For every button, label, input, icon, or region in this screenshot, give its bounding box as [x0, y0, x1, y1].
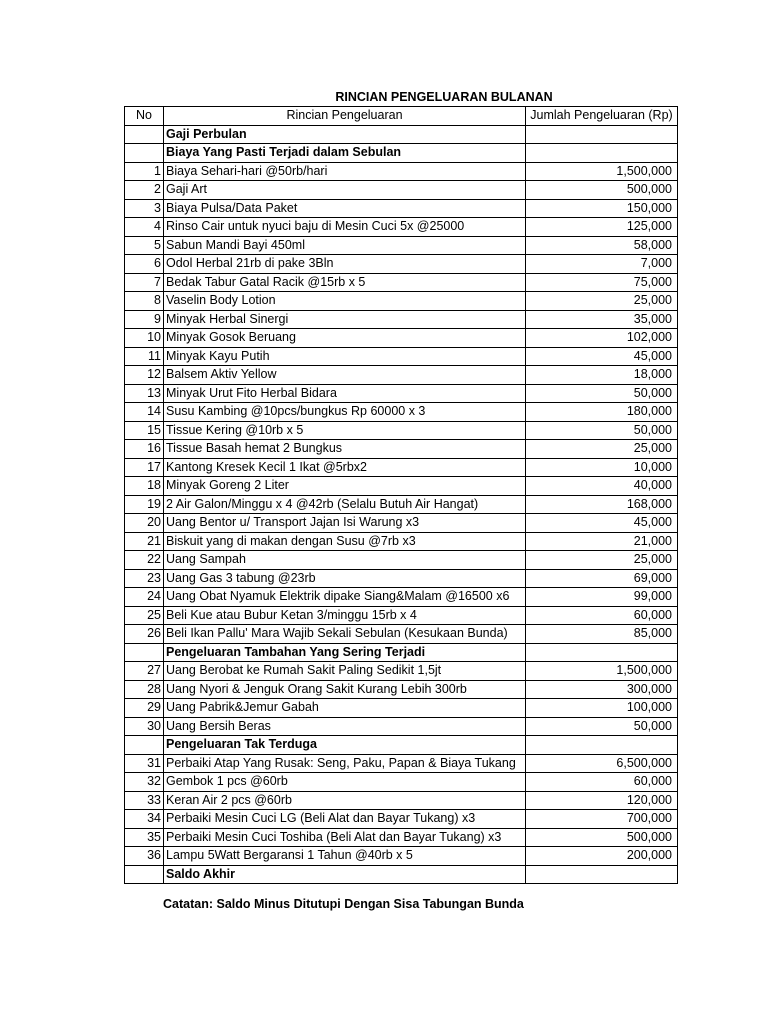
row-number: 8 [125, 292, 164, 311]
row-number: 13 [125, 384, 164, 403]
table-row [125, 532, 678, 551]
row-number: 30 [125, 717, 164, 736]
table-row [125, 292, 678, 311]
row-amount [526, 144, 678, 163]
row-description: Beli Ikan Pallu' Mara Wajib Sekali Sebulan (Kesukaan Bunda) [164, 625, 526, 644]
row-description: Uang Obat Nyamuk Elektrik dipake Siang&Malam @16500 x6 [164, 588, 526, 607]
row-number: 6 [125, 255, 164, 274]
row-description: Vaselin Body Lotion [164, 292, 526, 311]
row-description: Perbaiki Mesin Cuci Toshiba (Beli Alat dan Bayar Tukang) x3 [164, 828, 526, 847]
row-number [125, 865, 164, 884]
row-description: Keran Air 2 pcs @60rb [164, 791, 526, 810]
row-amount: 300,000 [526, 680, 678, 699]
row-amount: 1,500,000 [526, 162, 678, 181]
row-description: Minyak Gosok Beruang [164, 329, 526, 348]
row-number: 29 [125, 699, 164, 718]
table-row [125, 773, 678, 792]
row-description: Uang Nyori & Jenguk Orang Sakit Kurang Lebih 300rb [164, 680, 526, 699]
row-description: Bedak Tabur Gatal Racik @15rb x 5 [164, 273, 526, 292]
row-amount: 125,000 [526, 218, 678, 237]
row-amount: 21,000 [526, 532, 678, 551]
table-row [125, 181, 678, 200]
section-row [125, 144, 678, 163]
row-number: 20 [125, 514, 164, 533]
row-amount: 700,000 [526, 810, 678, 829]
row-number: 22 [125, 551, 164, 570]
row-description: Odol Herbal 21rb di pake 3Bln [164, 255, 526, 274]
section-title: Pengeluaran Tak Terduga [164, 736, 526, 755]
table-row [125, 366, 678, 385]
table-header-row [125, 107, 678, 126]
row-number: 19 [125, 495, 164, 514]
table-row [125, 606, 678, 625]
table-row [125, 680, 678, 699]
table-row [125, 662, 678, 681]
row-number: 35 [125, 828, 164, 847]
row-amount: 58,000 [526, 236, 678, 255]
row-amount: 25,000 [526, 292, 678, 311]
row-amount: 60,000 [526, 606, 678, 625]
row-description: Susu Kambing @10pcs/bungkus Rp 60000 x 3 [164, 403, 526, 422]
row-number [125, 144, 164, 163]
table-row [125, 384, 678, 403]
row-number: 32 [125, 773, 164, 792]
row-amount: 500,000 [526, 181, 678, 200]
row-description: Tissue Kering @10rb x 5 [164, 421, 526, 440]
header-no: No [125, 107, 164, 126]
table-row [125, 236, 678, 255]
row-number [125, 643, 164, 662]
table-row [125, 754, 678, 773]
row-amount: 25,000 [526, 551, 678, 570]
table-row [125, 199, 678, 218]
table-row [125, 625, 678, 644]
table-row [125, 477, 678, 496]
table-row [125, 255, 678, 274]
table-row [125, 514, 678, 533]
row-description: Minyak Herbal Sinergi [164, 310, 526, 329]
table-row [125, 440, 678, 459]
row-amount: 100,000 [526, 699, 678, 718]
table-row [125, 421, 678, 440]
row-description: Uang Gas 3 tabung @23rb [164, 569, 526, 588]
row-description: Biaya Sehari-hari @50rb/hari [164, 162, 526, 181]
row-number: 5 [125, 236, 164, 255]
row-number: 9 [125, 310, 164, 329]
row-amount: 180,000 [526, 403, 678, 422]
row-amount: 99,000 [526, 588, 678, 607]
row-amount: 75,000 [526, 273, 678, 292]
row-amount: 6,500,000 [526, 754, 678, 773]
row-description: Kantong Kresek Kecil 1 Ikat @5rbx2 [164, 458, 526, 477]
row-amount: 50,000 [526, 717, 678, 736]
row-number: 1 [125, 162, 164, 181]
row-amount: 45,000 [526, 347, 678, 366]
section-title: Biaya Yang Pasti Terjadi dalam Sebulan [164, 144, 526, 163]
row-number: 4 [125, 218, 164, 237]
section-row [125, 643, 678, 662]
table-row [125, 329, 678, 348]
table-row [125, 699, 678, 718]
table-row [125, 218, 678, 237]
row-amount: 40,000 [526, 477, 678, 496]
row-description: Perbaiki Atap Yang Rusak: Seng, Paku, Papan & Biaya Tukang [164, 754, 526, 773]
row-number: 16 [125, 440, 164, 459]
row-amount: 120,000 [526, 791, 678, 810]
row-amount: 25,000 [526, 440, 678, 459]
row-number: 36 [125, 847, 164, 866]
row-number: 34 [125, 810, 164, 829]
row-number: 15 [125, 421, 164, 440]
row-amount [526, 736, 678, 755]
table-row [125, 847, 678, 866]
row-number: 14 [125, 403, 164, 422]
row-description: Beli Kue atau Bubur Ketan 3/minggu 15rb x 4 [164, 606, 526, 625]
row-number: 10 [125, 329, 164, 348]
row-description: Uang Sampah [164, 551, 526, 570]
row-number: 7 [125, 273, 164, 292]
row-amount: 168,000 [526, 495, 678, 514]
row-number: 12 [125, 366, 164, 385]
table-row [125, 569, 678, 588]
footnote: Catatan: Saldo Minus Ditutupi Dengan Sisa Tabungan Bunda [163, 897, 524, 911]
row-number: 21 [125, 532, 164, 551]
table-row [125, 717, 678, 736]
header-description: Rincian Pengeluaran [164, 107, 526, 126]
row-description: Tissue Basah hemat 2 Bungkus [164, 440, 526, 459]
table-row [125, 347, 678, 366]
table-row [125, 588, 678, 607]
row-description: Perbaiki Mesin Cuci LG (Beli Alat dan Bayar Tukang) x3 [164, 810, 526, 829]
row-amount [526, 643, 678, 662]
row-description: Gembok 1 pcs @60rb [164, 773, 526, 792]
table-row [125, 495, 678, 514]
row-number: 17 [125, 458, 164, 477]
row-number [125, 125, 164, 144]
row-number: 31 [125, 754, 164, 773]
row-amount: 7,000 [526, 255, 678, 274]
row-number: 28 [125, 680, 164, 699]
row-description: Sabun Mandi Bayi 450ml [164, 236, 526, 255]
row-description: Balsem Aktiv Yellow [164, 366, 526, 385]
table-row [125, 791, 678, 810]
row-description: Minyak Goreng 2 Liter [164, 477, 526, 496]
row-description: Rinso Cair untuk nyuci baju di Mesin Cuci 5x @25000 [164, 218, 526, 237]
expense-table [124, 106, 678, 884]
page-title: RINCIAN PENGELUARAN BULANAN [335, 90, 553, 104]
row-amount: 18,000 [526, 366, 678, 385]
row-amount: 60,000 [526, 773, 678, 792]
row-number: 2 [125, 181, 164, 200]
row-number: 3 [125, 199, 164, 218]
row-number: 11 [125, 347, 164, 366]
row-number: 27 [125, 662, 164, 681]
table-row [125, 162, 678, 181]
row-number: 18 [125, 477, 164, 496]
table-row [125, 810, 678, 829]
row-description: Minyak Urut Fito Herbal Bidara [164, 384, 526, 403]
header-amount: Jumlah Pengeluaran (Rp) [526, 107, 678, 126]
row-description: 2 Air Galon/Minggu x 4 @42rb (Selalu Butuh Air Hangat) [164, 495, 526, 514]
row-amount: 200,000 [526, 847, 678, 866]
row-amount: 10,000 [526, 458, 678, 477]
row-number: 26 [125, 625, 164, 644]
row-amount: 150,000 [526, 199, 678, 218]
section-title: Gaji Perbulan [164, 125, 526, 144]
row-number: 24 [125, 588, 164, 607]
row-amount: 45,000 [526, 514, 678, 533]
row-amount: 500,000 [526, 828, 678, 847]
row-number [125, 736, 164, 755]
table-row [125, 310, 678, 329]
section-row [125, 736, 678, 755]
row-amount [526, 125, 678, 144]
section-title: Saldo Akhir [164, 865, 526, 884]
table-row [125, 458, 678, 477]
row-amount: 50,000 [526, 421, 678, 440]
table-row [125, 828, 678, 847]
section-title: Pengeluaran Tambahan Yang Sering Terjadi [164, 643, 526, 662]
row-description: Biaya Pulsa/Data Paket [164, 199, 526, 218]
row-amount: 102,000 [526, 329, 678, 348]
section-row [125, 865, 678, 884]
row-amount: 1,500,000 [526, 662, 678, 681]
row-amount: 50,000 [526, 384, 678, 403]
row-amount [526, 865, 678, 884]
row-number: 33 [125, 791, 164, 810]
row-description: Minyak Kayu Putih [164, 347, 526, 366]
row-description: Uang Bentor u/ Transport Jajan Isi Warung x3 [164, 514, 526, 533]
row-amount: 35,000 [526, 310, 678, 329]
row-description: Uang Berobat ke Rumah Sakit Paling Sedikit 1,5jt [164, 662, 526, 681]
row-description: Gaji Art [164, 181, 526, 200]
row-amount: 85,000 [526, 625, 678, 644]
row-number: 25 [125, 606, 164, 625]
table-row [125, 273, 678, 292]
row-description: Biskuit yang di makan dengan Susu @7rb x3 [164, 532, 526, 551]
section-row [125, 125, 678, 144]
row-description: Uang Bersih Beras [164, 717, 526, 736]
row-amount: 69,000 [526, 569, 678, 588]
table-row [125, 551, 678, 570]
row-number: 23 [125, 569, 164, 588]
table-row [125, 403, 678, 422]
row-description: Lampu 5Watt Bergaransi 1 Tahun @40rb x 5 [164, 847, 526, 866]
row-description: Uang Pabrik&Jemur Gabah [164, 699, 526, 718]
